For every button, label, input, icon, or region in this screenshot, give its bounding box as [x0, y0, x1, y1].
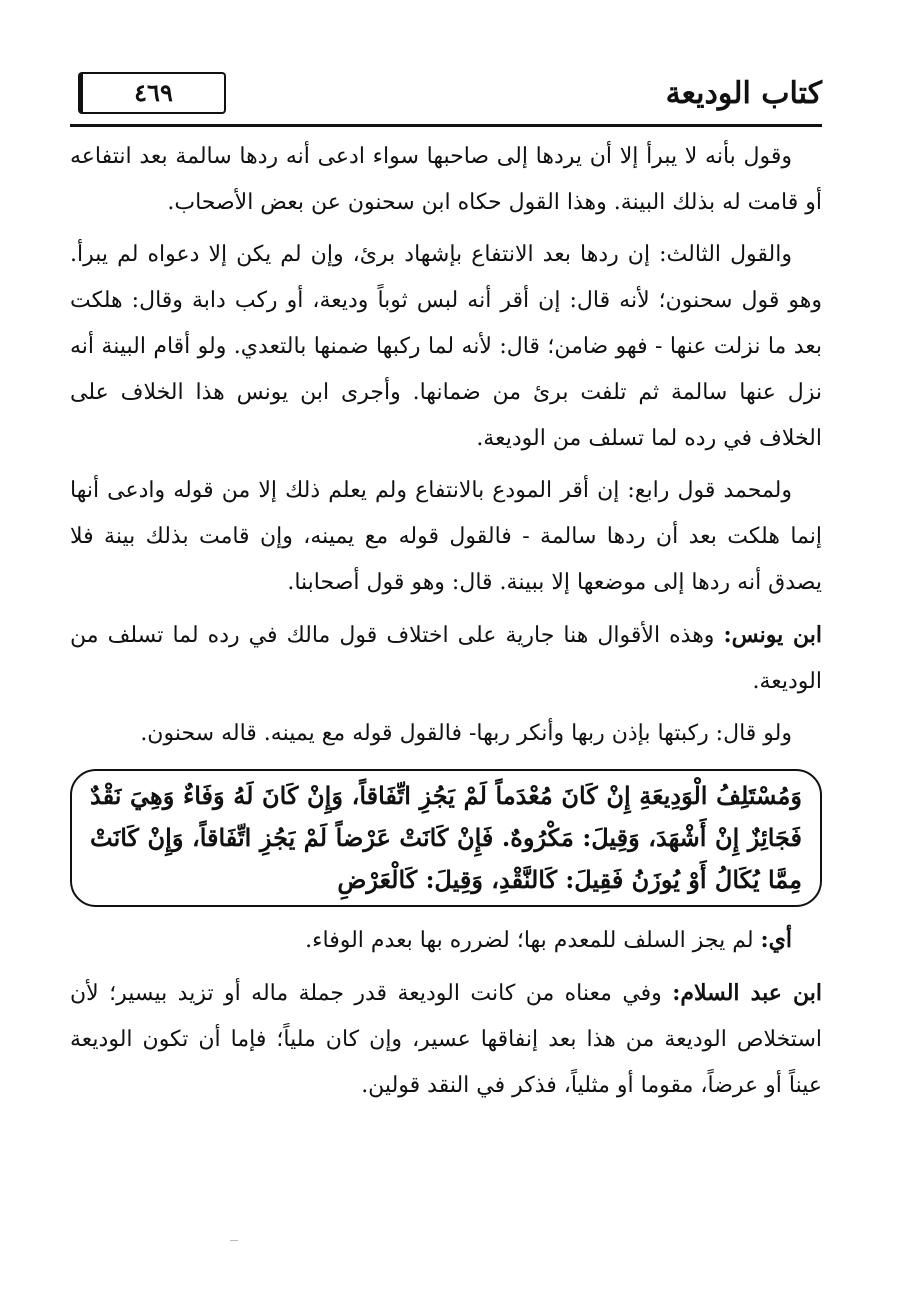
- commentary-1-text: لم يجز السلف للمعدم بها؛ لضرره بها بعدم الوفاء.: [305, 928, 761, 953]
- page-number-box: ٤٦٩: [78, 72, 226, 114]
- paragraph-3: [70, 468, 822, 606]
- matn-box: [70, 769, 822, 907]
- commentary-1: [70, 917, 822, 964]
- paragraph-3-text: ولمحمد قول رابع: إن أقر المودع بالانتفاع ولم يعلم ذلك إلا من قوله وادعى أنها إنما هلكت بعد أن ردها سالمة - فالقول قوله مع يمينه، وإن قامت بذلك بينة فلا يصدق أنه ردها إلى موضعها إلا ببينة. قال: وهو قول أصحابنا.: [70, 478, 822, 595]
- header-rule: [70, 124, 822, 127]
- matn-text: وَمُسْتَلِفُ الْوَدِيعَةِ إِنْ كَانَ مُعْدَماً لَمْ يَجُزِ اتِّفَاقاً، وَإِنْ كَانَ لَهُ وَفَاءٌ وَهِيَ نَقْدٌ فَجَائِزٌ إِنْ أَشْهَدَ، وَقِيلَ: مَكْرُوهٌ. فَإِنْ كَانَتْ عَرْضاً لَمْ يَجُزِ اتِّفَاقاً، وَإِنْ كَانَتْ مِمَّا يُكَالُ أَوْ يُوزَنُ فَقِيلَ: كَالنَّقْدِ، وَقِيلَ: كَالْعَرْضِ: [90, 781, 802, 894]
- paragraph-1: [70, 134, 822, 226]
- commentary-2-lead: ابن عبد السلام:: [672, 980, 822, 1006]
- paragraph-1-text: وقول بأنه لا يبرأ إلا أن يردها إلى صاحبها سواء ادعى أنه ردها سالمة بعد انتفاعه أو قامت له بذلك البينة. وهذا القول حكاه ابن سحنون عن بعض الأصحاب.: [70, 144, 822, 215]
- paragraph-2: [70, 232, 822, 462]
- paragraph-5-text: ولو قال: ركبتها بإذن ربها وأنكر ربها- فالقول قوله مع يمينه. قاله سحنون.: [140, 721, 792, 746]
- paragraph-4-text: وهذه الأقوال هنا جارية على اختلاف قول مالك في رده لما تسلف من الوديعة.: [70, 623, 822, 694]
- footer-mark: [230, 1240, 238, 1241]
- paragraph-5: [70, 711, 822, 757]
- commentary-1-lead: أي:: [760, 927, 792, 953]
- commentary-2: [70, 970, 822, 1109]
- commentary-2-text: وفي معناه من كانت الوديعة قدر جملة ماله أو تزيد بيسير؛ لأن استخلاص الوديعة من هذا بعد إنفاقها عسير، وإن كان ملياً؛ فإما أن تكون الوديعة عيناً أو عرضاً، مقوما أو مثلياً، فذكر في النقد قولين.: [70, 981, 822, 1098]
- page-body: [70, 134, 822, 1115]
- paragraph-4-lead: ابن يونس:: [723, 622, 822, 648]
- page-header: [70, 68, 822, 124]
- paragraph-4: [70, 612, 822, 705]
- paragraph-2-text: والقول الثالث: إن ردها بعد الانتفاع بإشهاد برئ، وإن لم يكن إلا دعواه لم يبرأ. وهو قول سحنون؛ لأنه قال: إن أقر أنه لبس ثوباً وديعة، أو ركب دابة وقال: هلكت بعد ما نزلت عنها - فهو ضامن؛ قال: لأنه لما ركبها ضمنها بالتعدي. ولو أقام البينة أنه نزل عنها سالمة ثم تلفت برئ من ضمانها. وأجرى ابن يونس هذا الخلاف على الخلاف في رده لما تسلف من الوديعة.: [70, 242, 822, 451]
- book-title: كتاب الوديعة: [665, 76, 822, 111]
